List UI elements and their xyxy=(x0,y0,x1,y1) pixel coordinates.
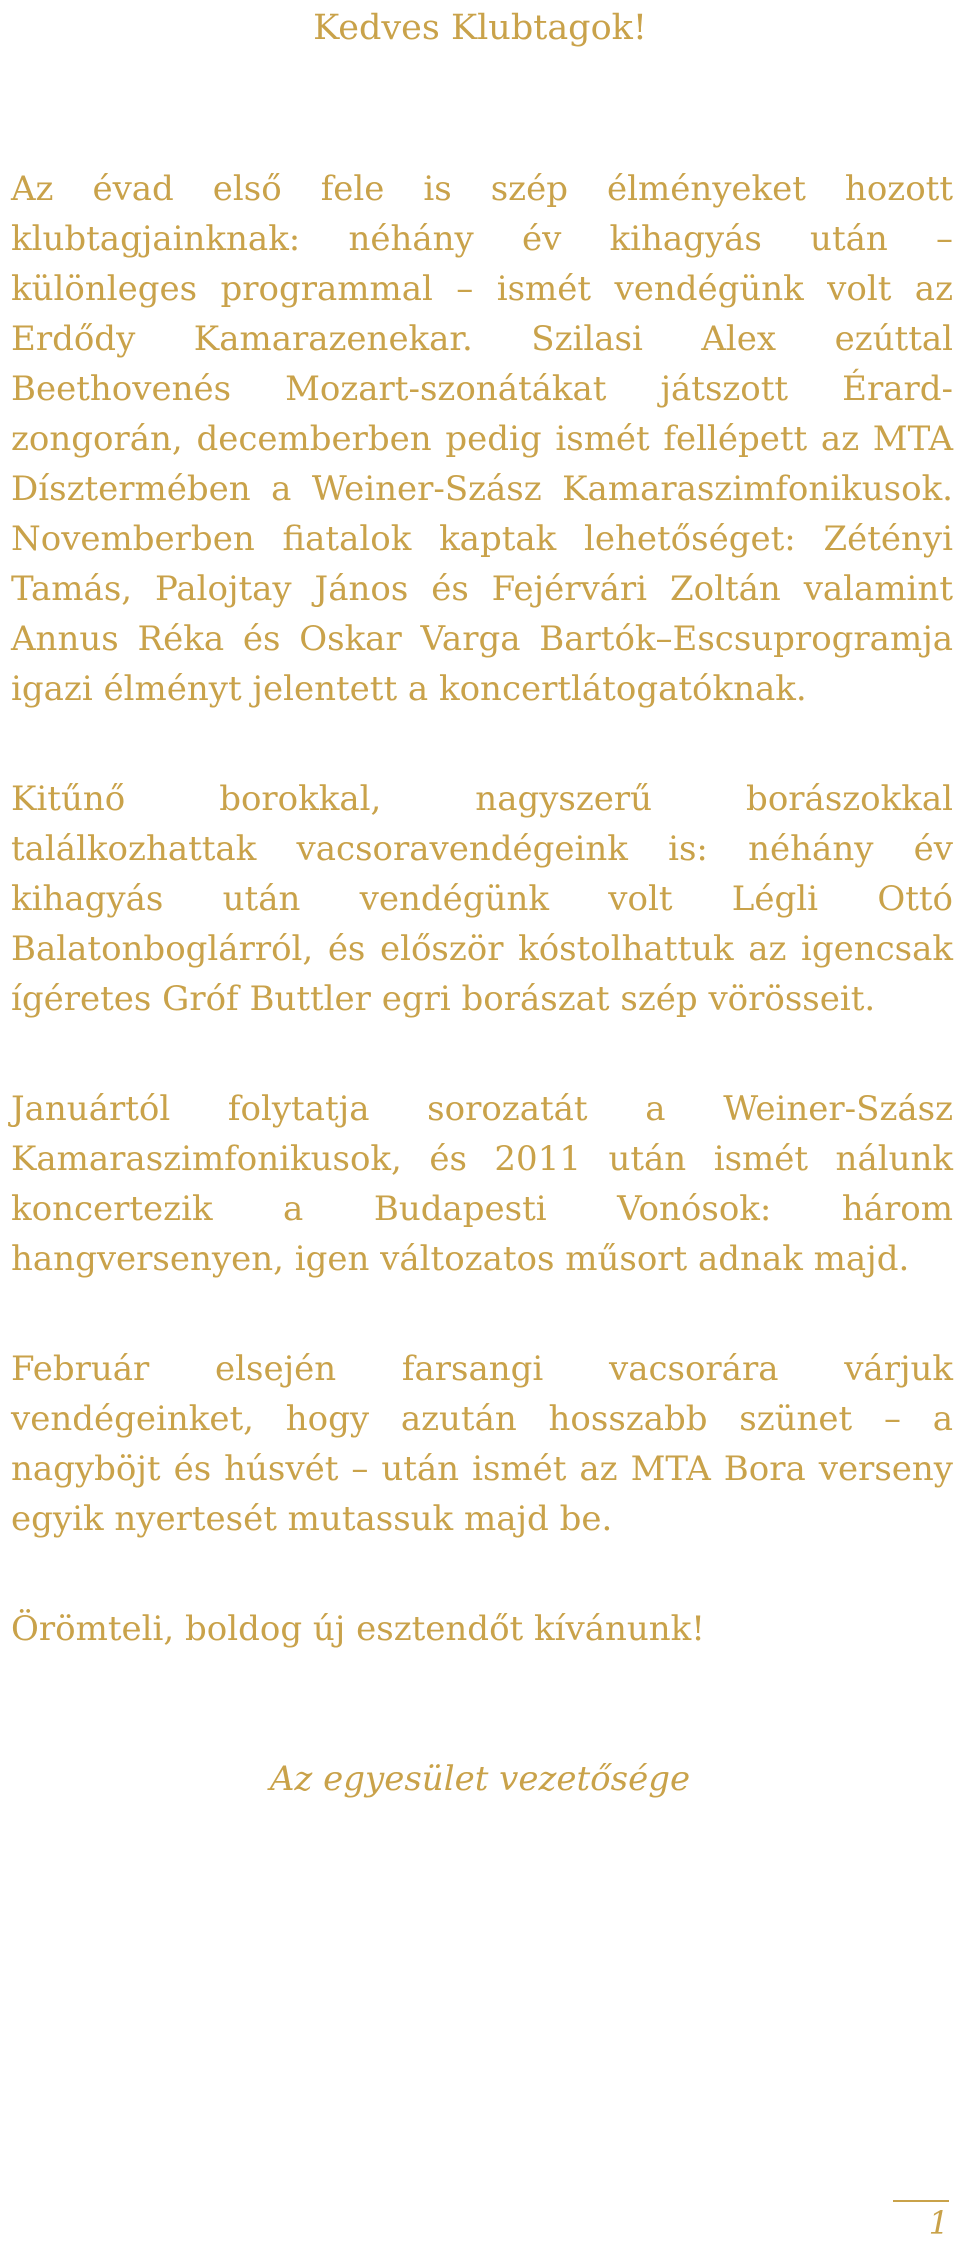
paragraph-february: Február elsején farsangi vacsorára várjuk vendégeinket, hogy azután hosszabb szünet – a nagyböjt és húsvét – után ismét az MTA Bora verseny egyik nyertesét mutassuk majd be. xyxy=(11,1349,953,1539)
greeting: Kedves Klubtagok! xyxy=(313,8,647,48)
page-number-rule xyxy=(893,2200,949,2202)
page-number: 1 xyxy=(928,2204,949,2242)
signature: Az egyesület vezetősége xyxy=(269,1759,691,1799)
paragraph-concerts: Az évad első fele is szép élményeket hozott klubtagjainknak: néhány év kihagyás után – különleges programmal – ismét vendégünk volt az Erdődy Kamarazenekar. Szilasi Alex ezúttal Beethovenés Mozart-szonátákat játszott Érard-zongorán, decemberben pedig ismét fellépett az MTA Dísztermében a Weiner-Szász Kamaraszimfonikusok. Novemberben fiatalok kaptak lehetőséget: Zétényi Tamás, Palojtay János és Fejérvári Zoltán valamint Annus Réka és Oskar Varga Bartók–Escsuprogramja igazi élményt jelentett a koncertlátogatóknak. xyxy=(11,169,953,709)
closing-wish: Örömteli, boldog új esztendőt kívánunk! xyxy=(11,1609,705,1649)
paragraph-wines: Kitűnő borokkal, nagyszerű borászokkal találkozhattak vacsoravendégeink is: néhány év kihagyás után vendégünk volt Légli Ottó Balatonboglárról, és először kóstolhattuk az igencsak ígéretes Gróf Buttler egri borászat szép vörösseit. xyxy=(11,779,953,1019)
paragraph-january: Januártól folytatja sorozatát a Weiner-Szász Kamaraszimfonikusok, és 2011 után ismét nálunk koncertezik a Budapesti Vonósok: három hangversenyen, igen változatos műsort adnak majd. xyxy=(11,1089,953,1279)
